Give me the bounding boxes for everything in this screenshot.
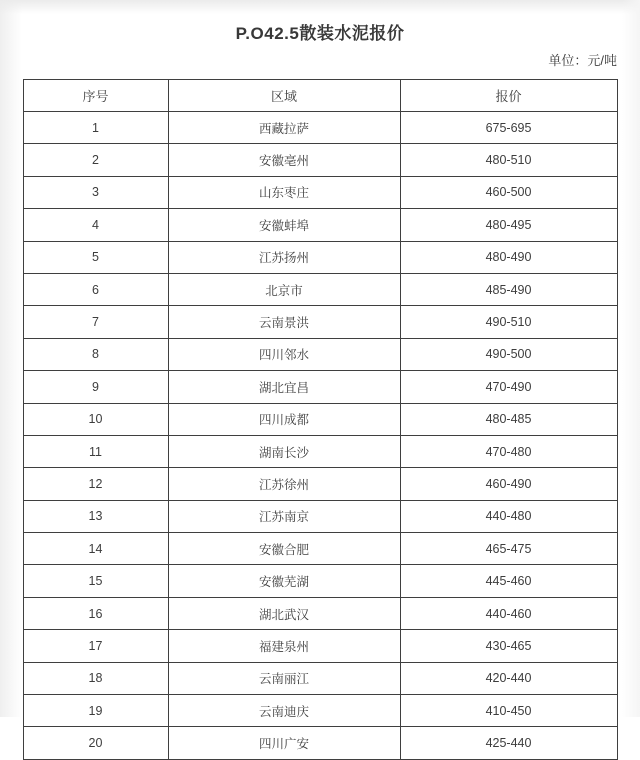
cell-no: 12 — [23, 468, 168, 500]
cell-region: 江苏南京 — [168, 500, 400, 532]
cell-price: 440-480 — [400, 500, 617, 532]
cell-price: 485-490 — [400, 273, 617, 305]
col-header-region: 区域 — [168, 80, 400, 112]
table-row — [23, 209, 617, 241]
cell-price: 445-460 — [400, 565, 617, 597]
cell-no: 20 — [23, 727, 168, 759]
cell-no: 11 — [23, 435, 168, 467]
cell-price: 480-485 — [400, 403, 617, 435]
table-row — [23, 338, 617, 370]
cell-price: 675-695 — [400, 112, 617, 144]
cell-no: 3 — [23, 176, 168, 208]
table-row — [23, 176, 617, 208]
cell-no: 1 — [23, 112, 168, 144]
cell-price: 465-475 — [400, 533, 617, 565]
cell-region: 北京市 — [168, 273, 400, 305]
cell-price: 460-490 — [400, 468, 617, 500]
table-row — [23, 241, 617, 273]
cell-region: 云南景洪 — [168, 306, 400, 338]
cell-region: 西藏拉萨 — [168, 112, 400, 144]
cell-region: 山东枣庄 — [168, 176, 400, 208]
cell-price: 440-460 — [400, 597, 617, 629]
cell-region: 安徽亳州 — [168, 144, 400, 176]
cell-region: 江苏扬州 — [168, 241, 400, 273]
table-row — [23, 695, 617, 727]
cell-no: 13 — [23, 500, 168, 532]
table-row — [23, 273, 617, 305]
table-row — [23, 371, 617, 403]
price-table — [23, 79, 618, 760]
table-row — [23, 565, 617, 597]
unit-label: 单位：元/吨 — [548, 53, 617, 68]
cell-no: 5 — [23, 241, 168, 273]
table-row — [23, 306, 617, 338]
table-body — [23, 112, 617, 760]
cell-price: 480-495 — [400, 209, 617, 241]
table-row — [23, 630, 617, 662]
cell-region: 安徽芜湖 — [168, 565, 400, 597]
cell-price: 470-490 — [400, 371, 617, 403]
table-row — [23, 727, 617, 759]
cell-no: 18 — [23, 662, 168, 694]
cell-price: 480-510 — [400, 144, 617, 176]
cell-region: 四川邻水 — [168, 338, 400, 370]
cell-no: 4 — [23, 209, 168, 241]
table-row — [23, 144, 617, 176]
table-row — [23, 403, 617, 435]
cell-price: 425-440 — [400, 727, 617, 759]
cell-no: 9 — [23, 371, 168, 403]
cell-no: 8 — [23, 338, 168, 370]
cell-region: 湖北武汉 — [168, 597, 400, 629]
cell-region: 安徽合肥 — [168, 533, 400, 565]
cell-no: 15 — [23, 565, 168, 597]
table-header-row — [23, 80, 617, 112]
cell-no: 6 — [23, 273, 168, 305]
cell-no: 17 — [23, 630, 168, 662]
cell-region: 安徽蚌埠 — [168, 209, 400, 241]
table-row — [23, 500, 617, 532]
cell-price: 430-465 — [400, 630, 617, 662]
cell-region: 云南丽江 — [168, 662, 400, 694]
cell-no: 10 — [23, 403, 168, 435]
table-row — [23, 662, 617, 694]
table-row — [23, 597, 617, 629]
col-header-no: 序号 — [23, 80, 168, 112]
cell-region: 江苏徐州 — [168, 468, 400, 500]
cell-region: 湖南长沙 — [168, 435, 400, 467]
table-row — [23, 435, 617, 467]
cell-region: 湖北宜昌 — [168, 371, 400, 403]
page-title: P.O42.5散装水泥报价 — [235, 24, 405, 43]
cell-price: 490-500 — [400, 338, 617, 370]
cell-no: 7 — [23, 306, 168, 338]
cell-no: 19 — [23, 695, 168, 727]
cell-region: 福建泉州 — [168, 630, 400, 662]
table-row — [23, 533, 617, 565]
table-row — [23, 112, 617, 144]
cell-price: 470-480 — [400, 435, 617, 467]
cell-price: 420-440 — [400, 662, 617, 694]
cell-no: 16 — [23, 597, 168, 629]
cell-no: 14 — [23, 533, 168, 565]
cell-region: 四川广安 — [168, 727, 400, 759]
cell-region: 云南迪庆 — [168, 695, 400, 727]
cell-price: 480-490 — [400, 241, 617, 273]
cell-price: 410-450 — [400, 695, 617, 727]
col-header-price: 报价 — [400, 80, 617, 112]
cell-price: 490-510 — [400, 306, 617, 338]
cell-price: 460-500 — [400, 176, 617, 208]
cell-no: 2 — [23, 144, 168, 176]
cell-region: 四川成都 — [168, 403, 400, 435]
table-row — [23, 468, 617, 500]
